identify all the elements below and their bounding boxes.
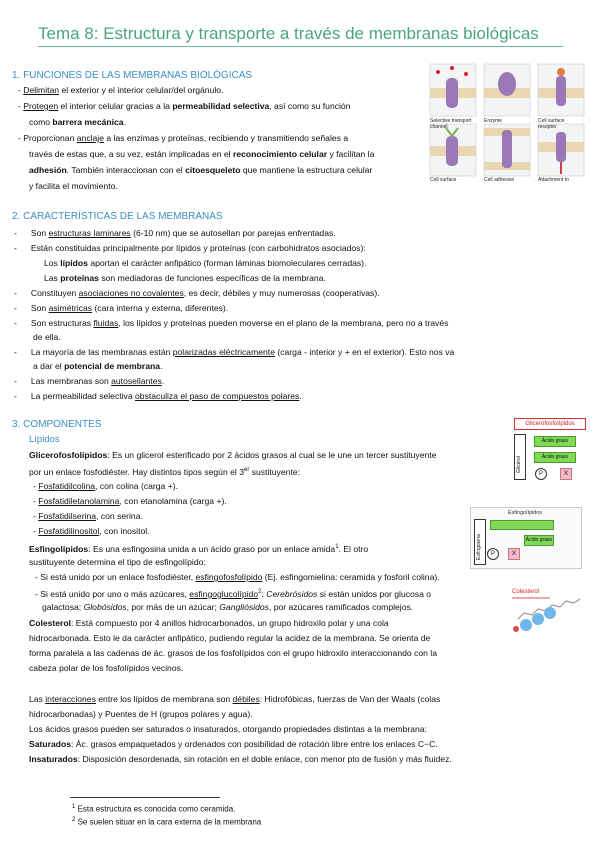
s3-glicero-item-2: - Fosfatidiletanolamina, con etanolamina (carga +). xyxy=(33,496,227,506)
s3-glicero-1: Glicerofosfolípidos: Es un glicerol esterificado por 2 ácidos grasos al cual se le une un tercer sustituyente xyxy=(29,450,437,460)
lipidos-subheading: Lípidos xyxy=(29,434,60,445)
fosfato-circle: P xyxy=(535,468,547,480)
esfingo-chain xyxy=(490,520,554,530)
s2-line-12: - La permeabilidad selectiva obstaculiza el paso de compuestos polares. xyxy=(14,391,302,401)
x-group-box: X xyxy=(560,468,572,480)
esfingo-title: Esfingolípidos xyxy=(507,510,543,516)
s2-line-9: - La mayoría de las membranas están polarizadas eléctricamente (carga - interior y + en el exterior). Esto nos va xyxy=(14,347,455,357)
esfingo-x-group: X xyxy=(508,548,520,560)
s2-line-3: Los lípidos aportan el carácter anfipático (forman láminas biomoleculares cerradas). xyxy=(44,258,367,268)
section-1-heading: 1. FUNCIONES DE LAS MEMBRANAS BIOLÓGICAS xyxy=(12,70,253,81)
esfingolipidos-figure xyxy=(460,507,588,573)
s3-colesterol-4: cabeza polar de los fosfolípidos vecinos. xyxy=(29,663,184,673)
s3-glicero-item-4: - Fosfatidilinositol, con inositol. xyxy=(33,526,150,536)
s2-line-6: - Son asimétricas (cara interna y externa, diferentes). xyxy=(14,303,229,313)
glicero-title: Glicerofosfolípidos xyxy=(514,418,586,430)
s3-esfingo-3: - Si está unido por un enlace fosfodiéster, esfingofosfolípido (Ej. esfingomielina: ceramida y fosforil colina). xyxy=(35,572,440,582)
s3-colesterol-1: Colesterol: Está compuesto por 4 anillos hidrocarbonados, un grupo hidroxilo polar y una cola xyxy=(29,618,389,628)
s2-line-1: - Son estructuras laminares (6-10 nm) que se autosellan por parejas enfrentadas. xyxy=(14,228,336,238)
s2-line-7: - Son estructuras fluidas, los lípidos y proteínas pueden moverse en el plano de la membrana, pero no a través xyxy=(14,318,449,328)
s1-line-5: través de estas que, a su vez, están implicadas en el reconocimiento celular y facilitan la xyxy=(29,149,375,159)
s1-line-4: - Proporcionan anclaje a las enzimas y proteínas, recibiendo y transmitiendo señales a xyxy=(18,133,349,143)
caption-enzyme: Enzyme xyxy=(484,118,503,124)
page-title: Tema 8: Estructura y transporte a través de membranas biológicas xyxy=(38,24,563,47)
s3-esfingo-5: galactosa; Globósidos, por más de un azúcar; Gangliósidos, por azúcares ramificados complejos. xyxy=(42,602,414,612)
s3-glicero-2: por un enlace fosfodiéster. Hay distintos tipos según el 3er sustituyente: xyxy=(29,466,300,477)
membrane-functions-figure xyxy=(428,62,588,190)
esfingosina-label: Esfingosina xyxy=(476,534,482,560)
s3-colesterol-2: hidrocarbonada. Esto le da carácter anfipático, pudiendo regular la acidez de la membrana. Se orienta de xyxy=(29,633,431,643)
glicerol-label: Glicerol xyxy=(516,456,522,473)
s1-line-7: y facilita el movimiento. xyxy=(29,181,118,191)
caption-surface: Cell surface xyxy=(430,177,457,183)
panel-recognition xyxy=(430,124,476,176)
footnote-divider xyxy=(70,797,220,798)
s3-esfingo-2: sustituyente determina el tipo de esfingolípido: xyxy=(29,557,206,567)
esfingosina-box xyxy=(474,519,486,565)
s3-glicero-item-3: - Fosfatidilserina, con serina. xyxy=(33,511,143,521)
s3-esfingo-4: - Si está unido por uno o más azúcares, esfingoglucolípido$^2$: Cerebrósidos si están unidos por glucosa o xyxy=(35,588,432,599)
footnote-1: $^1$ Esta estructura es conocida como ceramida. xyxy=(72,804,236,814)
s3-interacciones-3: Los ácidos grasos pueden ser saturados o insaturados, otorgando propiedades distintas a la membrana: xyxy=(29,724,427,734)
colesterol-structure xyxy=(508,589,588,637)
s1-line-6: adhesión. También interaccionan con el citoesqueleto que mantiene la estructura celular xyxy=(29,165,373,175)
s1-line-3: como barrera mecánica. xyxy=(29,117,126,127)
caption-transport: Selective transport channel xyxy=(430,118,472,130)
s3-glicero-item-1: - Fosfatidilcolina, con colina (carga +). xyxy=(33,481,178,491)
s2-line-8: de ella. xyxy=(33,332,61,342)
s3-insaturados: Insaturados: Disposición desordenada, sin rotación en el doble enlace, con menor pto de fusión y más fluidez. xyxy=(29,754,452,764)
s3-saturados: Saturados: Ác. grasos empaquetados y ordenados con posibilidad de rotación libre entre los enlaces C−C. xyxy=(29,739,438,749)
footnote-2: $^2$ Se suelen situar en la cara externa de la membrana xyxy=(72,817,262,827)
caption-receptor: Cell surface receptor xyxy=(538,118,565,130)
s1-line-1: - Delimitan el exterior y el interior celular/del orgánulo. xyxy=(18,85,224,95)
panel-transport xyxy=(430,64,476,116)
panel-adhesion xyxy=(484,124,530,176)
s3-colesterol-3: forma paralela a las cadenas de ác. grasos de los fosfolípidos con el grupo hidroxilo interaccionando con la xyxy=(29,648,437,658)
glicerol-box xyxy=(514,434,526,480)
section-2-heading: 2. CARACTERÍSTICAS DE LAS MEMBRANAS xyxy=(12,211,223,222)
s2-line-2: - Están constituidas principalmente por lípidos y proteínas (con carbohidratos asociados): xyxy=(14,243,366,253)
glicerofosfolipidos-figure xyxy=(508,418,588,488)
acido-graso-1: Ácido graso xyxy=(534,436,576,447)
s2-line-10: a dar el potencial de membrana. xyxy=(33,361,163,371)
s2-line-5: - Constituyen asociaciones no covalentes, es decir, débiles y muy numerosas (cooperativas). xyxy=(14,288,380,298)
s3-esfingo-1: Esfingolípidos: Es una esfingosina unida a un ácido graso por un enlace amida$^1$. El otro xyxy=(29,543,369,554)
panel-receptor xyxy=(538,64,584,116)
panel-enzyme xyxy=(484,64,530,116)
s3-interacciones-2: hidrocarbonadas) y Puentes de H (grupos polares y agua). xyxy=(29,709,253,719)
caption-adhesion: Cell adhesion xyxy=(484,177,515,183)
colesterol-title: Colesterol xyxy=(512,589,540,595)
s2-line-4: Las proteínas son mediadoras de funciones específicas de la membrana. xyxy=(44,273,326,283)
esfingo-fosfato: P xyxy=(487,548,499,560)
s2-line-11: - Las membranas son autosellantes. xyxy=(14,376,165,386)
colesterol-figure xyxy=(508,589,588,637)
caption-attachment: Attachment to xyxy=(538,177,569,183)
s1-line-2: - Protegen el interior celular gracias a la permeabilidad selectiva, así como su función xyxy=(18,101,351,111)
esfingo-acido-graso: Ácido graso xyxy=(524,535,554,546)
acido-graso-2: Ácido graso xyxy=(534,452,576,463)
s3-interacciones-1: Las interacciones entre los lípidos de membrana son débiles: Hidrofóbicas, fuerzas de Van der Waals (colas xyxy=(29,694,441,704)
section-3-heading: 3. COMPONENTES xyxy=(12,419,102,430)
panel-attachment xyxy=(538,124,584,176)
